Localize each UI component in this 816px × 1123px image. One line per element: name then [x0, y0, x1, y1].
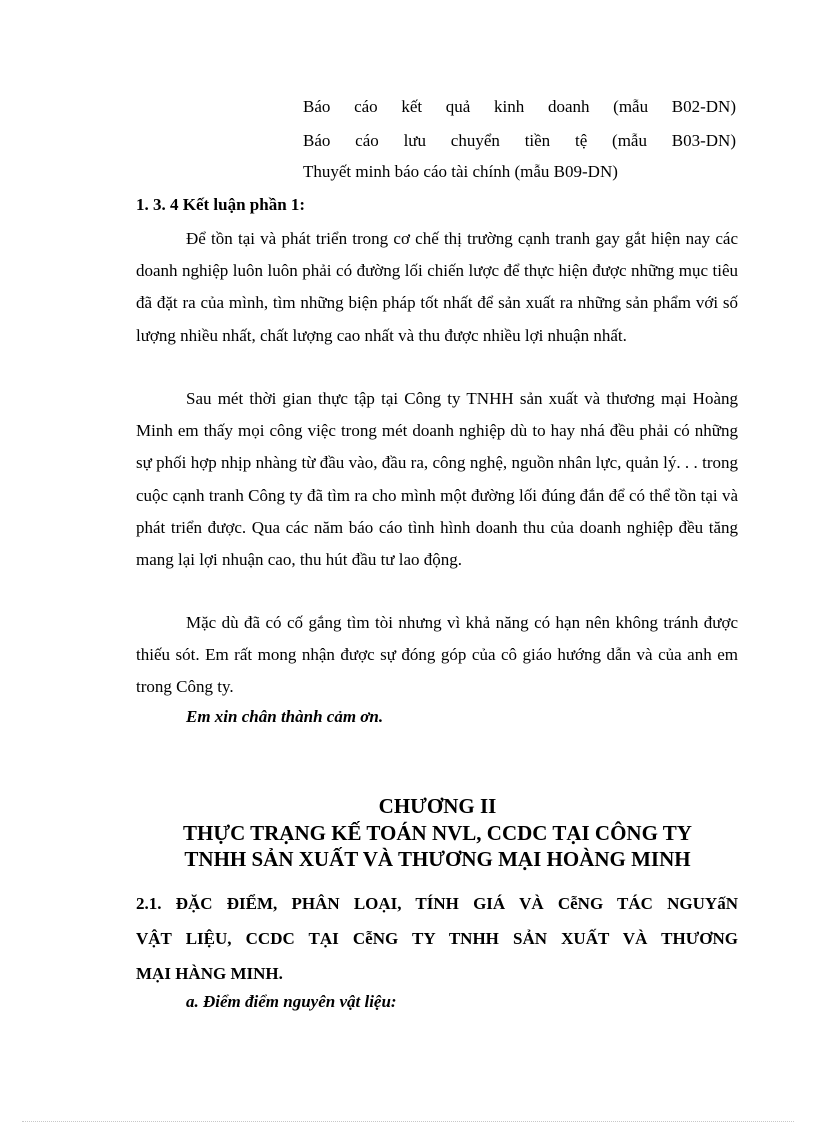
subsection-heading-line-3: MẠI HÀNG MINH.	[136, 964, 283, 983]
report-list-item-b02: Báo cáo kết quả kinh doanh (mẫu B02-DN)	[303, 97, 736, 116]
subsection-heading-line-2: VẬT LIỆU, CCDC TẠI CễNG TY TNHH SẢN XUẤT VÀ THƯƠNG	[136, 929, 738, 948]
section-heading: 1. 3. 4 Kết luận phần 1:	[136, 195, 306, 214]
chapter-title-line-1: THỰC TRẠNG KẾ TOÁN NVL, CCDC TẠI CÔNG TY	[183, 821, 692, 845]
subsection-heading-line-1: 2.1. ĐẶC ĐIỂM, PHÂN LOẠI, TÍNH GIÁ VÀ CễNG TÁC NGUYấN	[136, 894, 738, 913]
paragraph-1: Để tồn tại và phát triển trong cơ chế thị trường cạnh tranh gay gắt hiện nay các doanh nghiệp luôn luôn phải có đường lối chiến lược để thực hiện được những mục tiêu đã đặt ra của mình, tìm những biện pháp tốt nhất để sản xuất ra những sản phẩm với số lượng nhiều nhất, chất lượng cao nhất và thu được nhiều lợi nhuận nhất.	[136, 229, 738, 345]
chapter-title-line-2: TNHH SẢN XUẤT VÀ THƯƠNG MẠI HOÀNG MINH	[184, 847, 691, 871]
report-list-item-b09: Thuyết minh báo cáo tài chính (mẫu B09-DN)	[303, 162, 618, 181]
item-heading: a. Điểm điểm nguyên vật liệu:	[186, 992, 397, 1011]
signoff-thanks: Em xin chân thành cảm ơn.	[186, 707, 384, 726]
report-list-item-b03: Báo cáo lưu chuyển tiền tệ (mẫu B03-DN)	[303, 131, 736, 150]
paragraph-2: Sau mét thời gian thực tập tại Công ty TNHH sản xuất và thương mại Hoàng Minh em thấy mọi công việc trong mét doanh nghiệp dù to hay nhá đều phải có những sự phối hợp nhịp nhàng từ đầu vào, đầu ra, công nghệ, nguồn nhân lực, quản lý. . . trong cuộc cạnh tranh Công ty đã tìm ra cho mình một đường lối đúng đắn để có thể tồn tại và phát triển được. Qua các năm báo cáo tình hình doanh thu của doanh nghiệp đều tăng mang lại lợi nhuận cao, thu hút đầu tư lao động.	[136, 389, 738, 570]
paragraph-3: Mặc dù đã có cố gắng tìm tòi nhưng vì khả năng có hạn nên không tránh được thiếu sót. Em rất mong nhận được sự đóng góp của cô giáo hướng dẫn và của anh em trong Công ty.	[136, 613, 738, 697]
page-bottom-divider	[22, 1121, 794, 1122]
chapter-number: CHƯƠNG II	[378, 794, 497, 818]
subsection-heading	[136, 886, 738, 991]
